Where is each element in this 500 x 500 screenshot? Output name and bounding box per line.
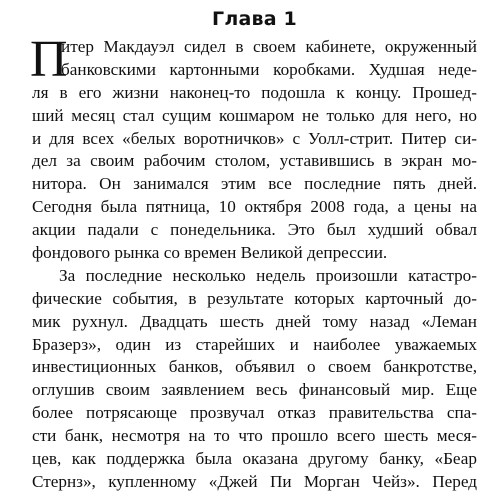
text-line: мик рухнул. Двадцать шесть дней тому назад «Леман [32,311,477,331]
chapter-title: Глава 1 [212,8,297,30]
text-line: дел за своим рабочим столом, уставившись в экран мо- [32,151,477,171]
text-line: оглушив своим заявлением весь финансовый мир. Еще [32,380,477,400]
text-line: Бразерз», один из старейших и наиболее уважаемых [32,334,477,354]
drop-cap: П [30,31,68,88]
text-line: акции падали с понедельника. Это был худший обвал [32,220,477,240]
text-line: ший месяц стал сущим кошмаром не только для него, но [32,105,477,125]
text-line: банковскими картонными коробками. Худшая неде- [61,59,477,79]
text-line: и для всех «белых воротничков» с Уолл-стрит. Питер си- [32,128,477,148]
text-line: фондового рынка со времен Великой депрессии. [32,243,388,263]
text-line: цев, как поддержка была оказана другому банку, «Беар [32,449,477,469]
text-line: инвестиционных банков, объявил о своем банкротстве, [32,357,477,377]
text-line: фические события, в результате которых карточный до- [32,288,477,308]
body-text [30,31,477,494]
text-line: более потрясающе прозвучал отказ правительства спа- [32,403,477,423]
text-line: нитора. Он занимался этим все последние пять дней. [32,174,477,194]
text-line: Стернз», купленному «Джей Пи Морган Чейз». Перед [32,471,477,491]
paragraph-2 [32,265,477,494]
text-line: За последние несколько недель произошли катастро- [59,265,477,285]
text-line: ля в его жизни наконец-то подошла к концу. Прошед- [32,82,477,102]
paragraph-1 [30,31,477,265]
text-line-content: итер Макдауэл сидел в своем кабинете, окруженный [61,37,477,56]
text-line: Сегодня была пятница, 10 октября 2008 года, а цены на [32,197,477,217]
text-line: сти банк, несмотря на то что прошло всего шесть меся- [32,426,477,446]
